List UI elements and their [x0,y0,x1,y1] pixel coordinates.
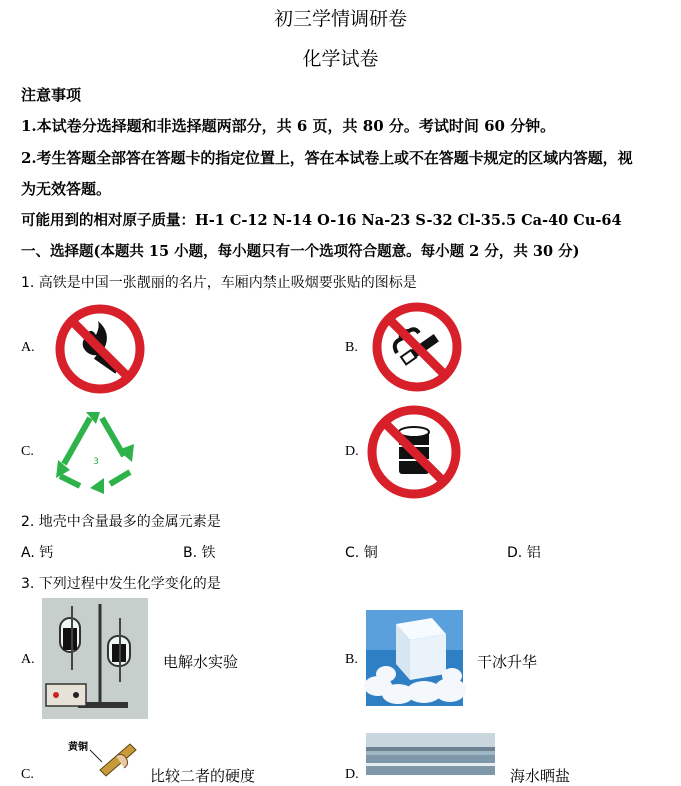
q2-option-b [183,542,216,562]
notes-line-1: 1.本试卷分选择题和非选择题两部分，共 6 页，共 80 分。考试时间 60 分钟。 [21,117,556,135]
q3-option-d-caption: 海水晒盐 [510,767,571,785]
q2-option-d-label: D. [507,545,523,561]
q3-option-c-caption: 比较二者的硬度 [150,767,256,785]
dry-ice-image [366,610,463,706]
q1-option-a-label: A. [21,340,35,355]
exam-subtitle: 化学试卷 [302,48,379,70]
q2-option-b-label: B. [183,545,198,561]
brass-scratch-image [60,736,140,775]
q1-option-d-label: D. [345,444,359,459]
notes-line-2-cont: 为无效答题。 [21,180,112,198]
q2-option-a [21,542,53,562]
q3-option-a-label: A. [21,652,35,667]
recycling-3-icon [50,410,142,496]
q2-option-a-text: 钙 [39,545,54,561]
sea-salt-drying-image [366,733,495,775]
brass-label: 黄铜 [68,742,88,753]
q3-option-a-caption: 电解水实验 [163,653,239,671]
notes-line-2: 2.考生答题全部答在答题卡的指定位置上，答在本试卷上或不在答题卡规定的区域内答题，视 [21,149,633,167]
section-heading: 一、选择题(本题共 15 小题，每小题只有一个选项符合题意。每小题 2 分，共 30 分) [21,243,580,260]
q2-option-b-text: 铁 [201,545,216,561]
exam-title: 初三学情调研卷 [273,8,407,30]
no-open-flame-sign-icon [54,303,146,399]
no-toxic-barrel-sign-icon [366,404,462,504]
q2-option-c-text: 铜 [363,545,378,561]
q3-option-c-label: C. [21,767,34,782]
q1-option-c-label: C. [21,444,34,459]
q2-option-c-label: C. [345,545,360,561]
q2-option-d [507,542,541,562]
q3-option-d-label: D. [345,767,359,782]
q2-option-d-text: 铝 [526,545,541,561]
q2-option-c [345,542,378,562]
q3-option-b-label: B. [345,652,358,667]
question-3-stem: 3. 下列过程中发生化学变化的是 [21,576,221,592]
q3-option-b-caption: 干冰升华 [477,653,538,671]
atomic-mass-line: 可能用到的相对原子质量：H-1 C-12 N-14 O-16 Na-23 S-32 Cl-35.5 Ca-40 Cu-64 [21,212,622,229]
question-2-stem: 2. 地壳中含量最多的金属元素是 [21,514,221,530]
recycling-number: 3 [93,457,99,467]
q1-option-b-label: B. [345,340,358,355]
notes-heading: 注意事项 [21,86,82,104]
electrolysis-apparatus-image [42,598,148,719]
no-smoking-sign-icon [371,301,463,397]
question-1-stem: 1. 高铁是中国一张靓丽的名片，车厢内禁止吸烟要张贴的图标是 [21,275,417,291]
q2-option-a-label: A. [21,545,35,561]
